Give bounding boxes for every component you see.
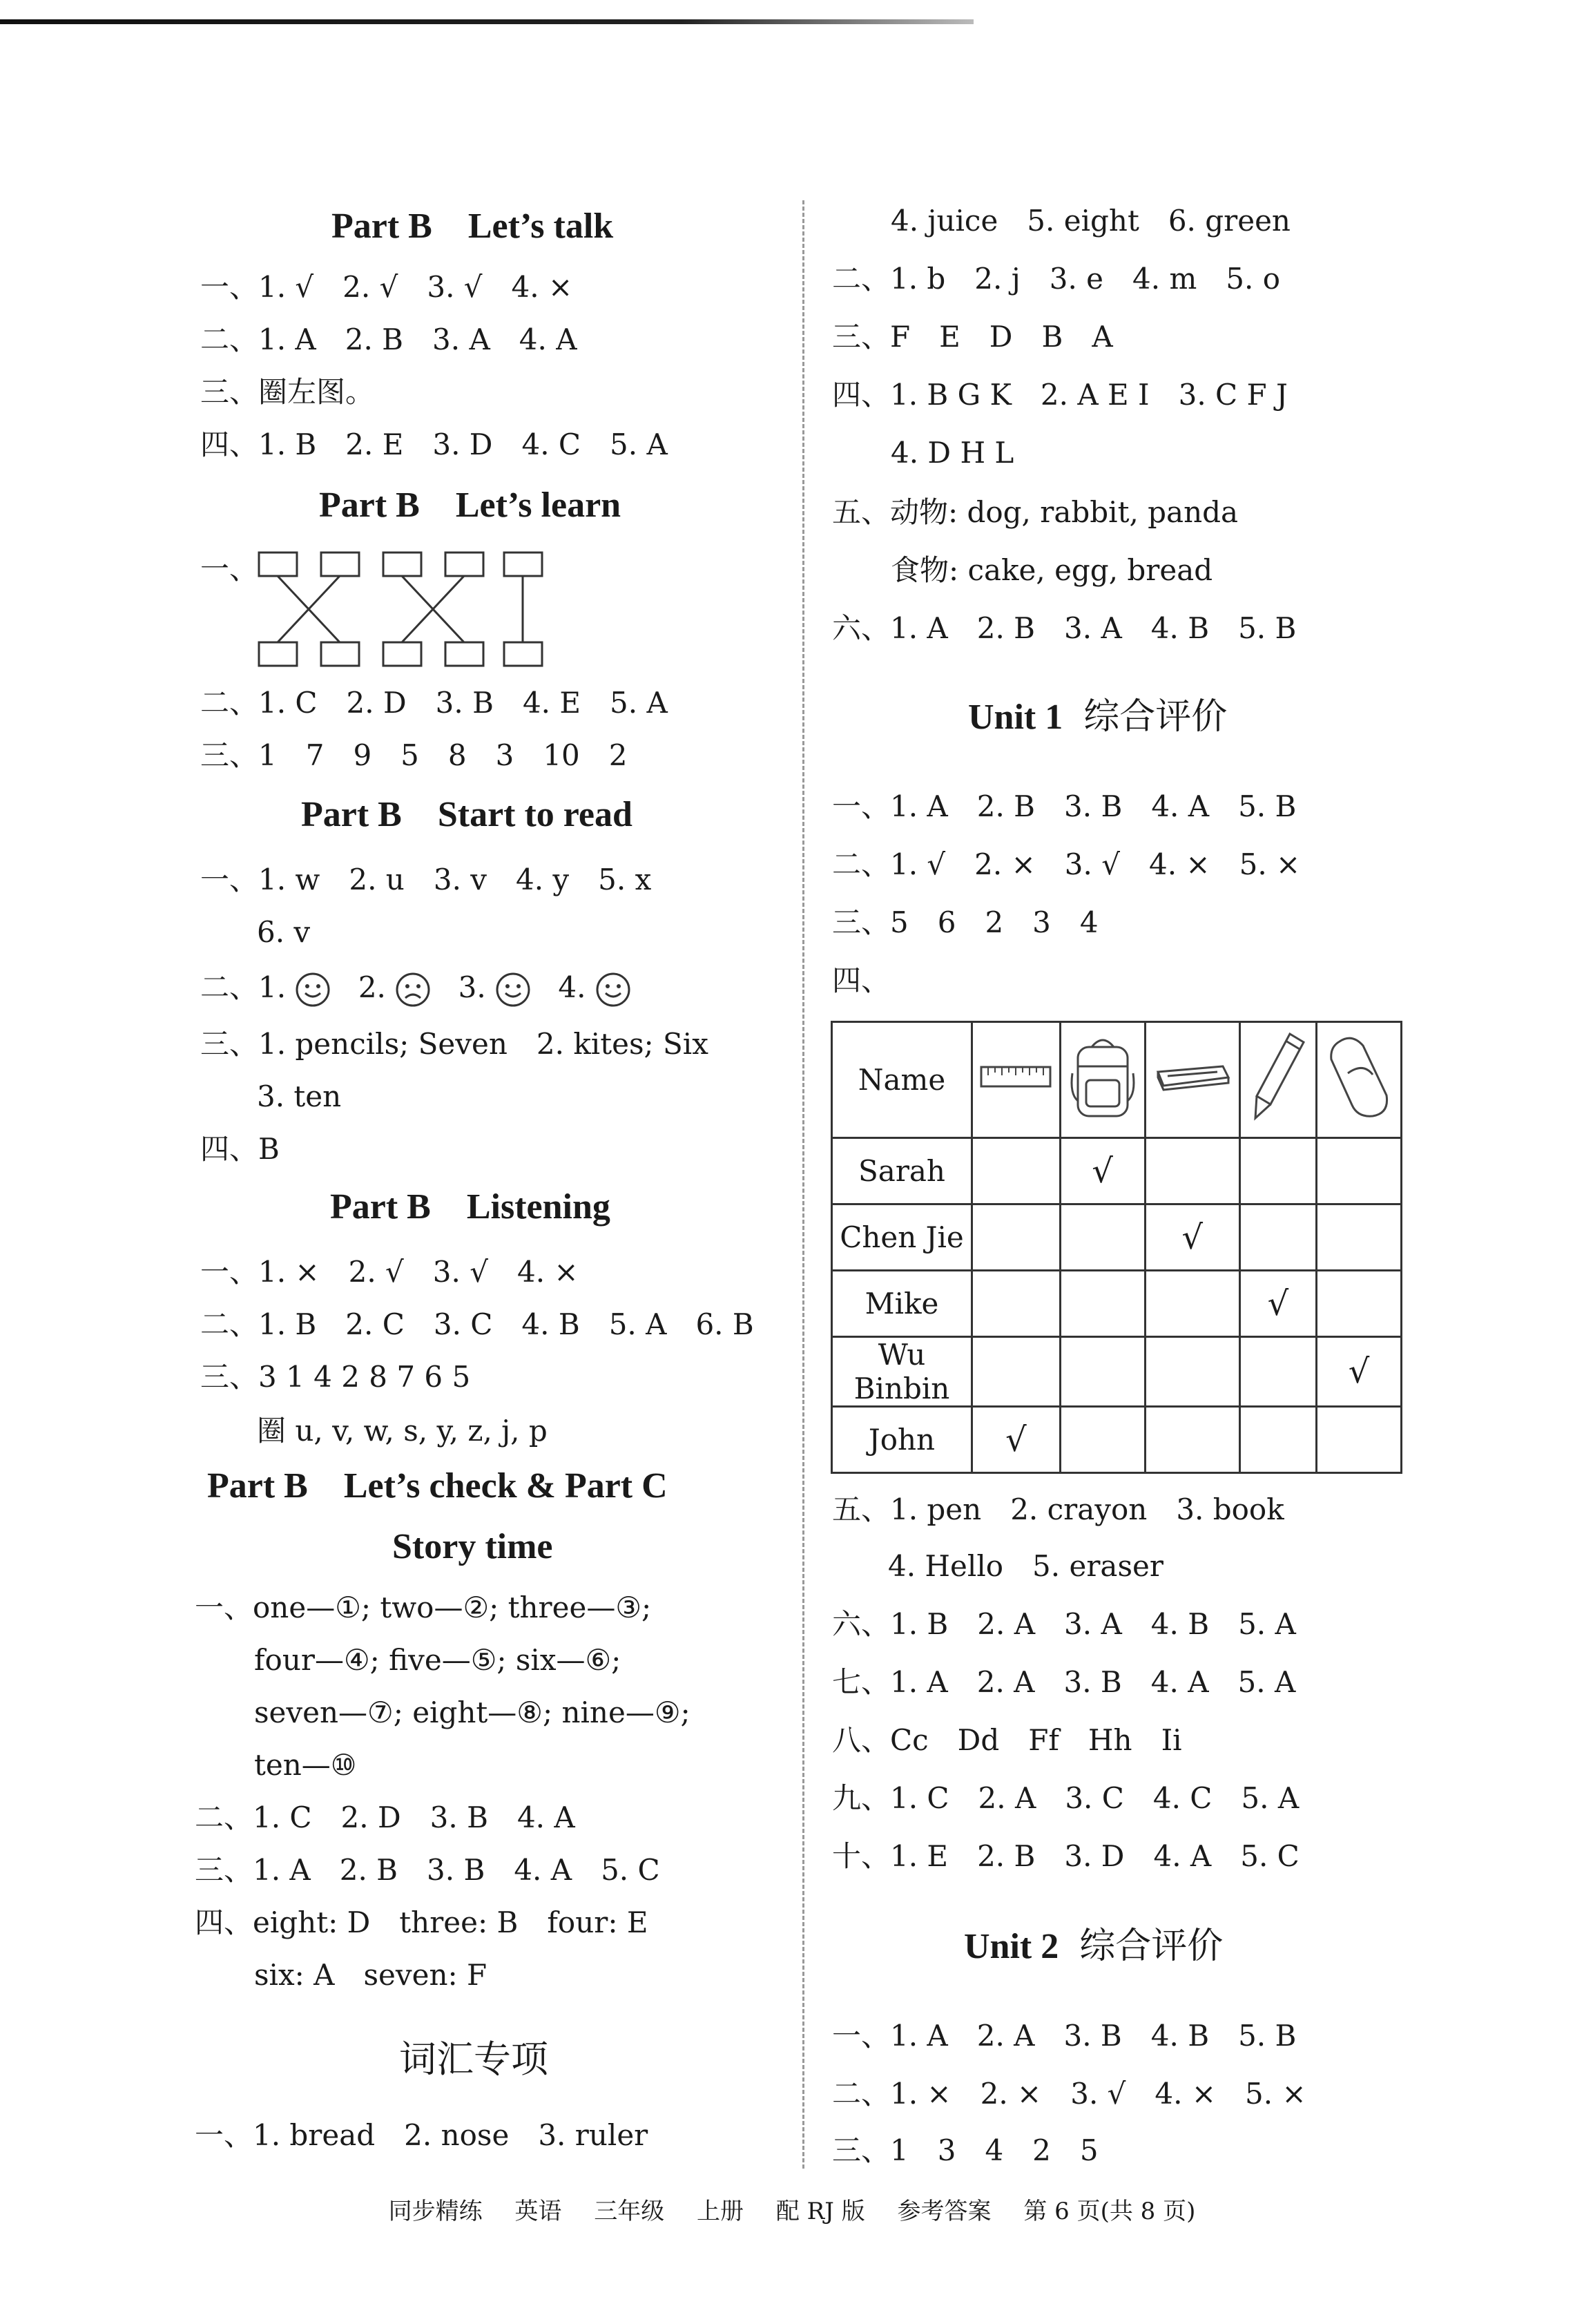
footer-edition: 配 RJ 版 bbox=[775, 2198, 865, 2225]
section-heading-lets-talk: Part B Let’s talk bbox=[331, 207, 614, 246]
answer-line: 一、 bbox=[200, 552, 259, 586]
smiley-face-icon bbox=[295, 972, 331, 1008]
table-cell-name: Wu Binbin bbox=[832, 1337, 972, 1407]
answer-line: 六、1. B 2. A 3. A 4. B 5. A bbox=[832, 1607, 1296, 1641]
footer-page-number: 第 6 页(共 8 页) bbox=[1023, 2198, 1196, 2225]
column-divider bbox=[802, 200, 804, 2169]
section-heading-listening: Part B Listening bbox=[330, 1187, 610, 1227]
answer-line-faces: 二、1. 2. 3. 4. bbox=[200, 971, 631, 1008]
section-heading-start-to-read: Part B Start to read bbox=[301, 795, 632, 834]
table-cell: √ bbox=[1316, 1337, 1401, 1407]
answer-line: 二、1. b 2. j 3. e 4. m 5. o bbox=[832, 262, 1280, 296]
answer-line: 4. D H L bbox=[891, 436, 1014, 470]
answer-line: 3. ten bbox=[257, 1079, 342, 1113]
answer-line: 三、5 6 2 3 4 bbox=[832, 905, 1099, 939]
school-bag-icon bbox=[1068, 1032, 1137, 1122]
table-cell bbox=[972, 1204, 1061, 1271]
table-cell bbox=[1239, 1407, 1316, 1473]
answer-line: 三、1. A 2. B 3. B 4. A 5. C bbox=[195, 1853, 660, 1887]
ruler-icon bbox=[980, 1063, 1052, 1091]
answer-line: 一、1. A 2. B 3. B 4. A 5. B bbox=[832, 789, 1297, 823]
answer-line: 4. Hello 5. eraser bbox=[888, 1549, 1163, 1583]
table-cell bbox=[1239, 1337, 1316, 1407]
table-cell bbox=[1316, 1204, 1401, 1271]
name-column-header: Name bbox=[832, 1022, 972, 1138]
eraser-column-header bbox=[1316, 1022, 1401, 1138]
answer-line: 四、 bbox=[832, 963, 891, 997]
table-cell bbox=[1239, 1204, 1316, 1271]
answer-line: 三、3 1 4 2 8 7 6 5 bbox=[200, 1360, 471, 1394]
table-row bbox=[832, 1271, 1402, 1337]
answer-line: 八、Cc Dd Ff Hh Ii bbox=[832, 1723, 1182, 1757]
footer-volume: 上册 bbox=[697, 2198, 744, 2225]
answer-line: 一、1. bread 2. nose 3. ruler bbox=[195, 2118, 648, 2152]
section-heading-story-time: Story time bbox=[392, 1527, 553, 1566]
answer-line: 五、1. pen 2. crayon 3. book bbox=[832, 1492, 1284, 1526]
section-heading-unit2: Unit 2 综合评价 bbox=[964, 1926, 1224, 1967]
section-heading-lets-learn: Part B Let’s learn bbox=[319, 486, 621, 525]
table-cell-name: John bbox=[832, 1407, 972, 1473]
answer-line: 十、1. E 2. B 3. D 4. A 5. C bbox=[832, 1839, 1300, 1873]
table-cell bbox=[1316, 1138, 1401, 1204]
answer-line: 一、one—①; two—②; three—③; bbox=[195, 1591, 652, 1624]
answer-line: 6. v bbox=[257, 915, 311, 949]
answer-line: 食物: cake, egg, bread bbox=[891, 553, 1213, 587]
answer-line: 四、1. B 2. E 3. D 4. C 5. A bbox=[200, 428, 668, 461]
answer-line: 四、1. B G K 2. A E I 3. C F J bbox=[832, 378, 1288, 412]
smiley-face-icon bbox=[495, 972, 531, 1008]
section-heading-vocab: 词汇专项 bbox=[399, 2037, 548, 2081]
table-cell-name: Mike bbox=[832, 1271, 972, 1337]
answer-line: 一、1. √ 2. √ 3. √ 4. × bbox=[200, 270, 573, 304]
pencil-icon bbox=[1247, 1028, 1309, 1125]
answer-line: seven—⑦; eight—⑧; nine—⑨; bbox=[254, 1696, 690, 1729]
pencil-box-column-header bbox=[1145, 1022, 1239, 1138]
answer-line: 二、1. C 2. D 3. B 4. E 5. A bbox=[200, 686, 668, 720]
answer-line: 圈 u, v, w, s, y, z, j, p bbox=[257, 1414, 548, 1448]
answer-line: 二、1. C 2. D 3. B 4. A bbox=[195, 1800, 575, 1834]
table-cell bbox=[1145, 1337, 1239, 1407]
bag-column-header bbox=[1060, 1022, 1145, 1138]
answer-line: 三、1. pencils; Seven 2. kites; Six bbox=[200, 1027, 708, 1061]
answer-line: 三、1 3 4 2 5 bbox=[832, 2133, 1099, 2167]
footer-book: 同步精练 bbox=[388, 2198, 483, 2225]
sad-face-icon bbox=[395, 972, 431, 1008]
table-cell bbox=[1145, 1271, 1239, 1337]
answer-line: four—④; five—⑤; six—⑥; bbox=[254, 1643, 621, 1677]
table-cell bbox=[1060, 1337, 1145, 1407]
answer-line: 二、1. B 2. C 3. C 4. B 5. A 6. B bbox=[200, 1307, 754, 1341]
answer-line: 三、圈左图。 bbox=[200, 375, 375, 409]
page-footer bbox=[0, 2198, 1584, 2225]
ruler-column-header bbox=[972, 1022, 1061, 1138]
table-cell bbox=[1145, 1407, 1239, 1473]
answer-line: 二、1. √ 2. × 3. √ 4. × 5. × bbox=[832, 847, 1301, 881]
answer-line: 五、动物: dog, rabbit, panda bbox=[832, 495, 1239, 529]
smiley-face-icon bbox=[595, 972, 631, 1008]
answer-line: 三、1 7 9 5 8 3 10 2 bbox=[200, 738, 628, 772]
table-cell bbox=[1316, 1271, 1401, 1337]
table-cell bbox=[972, 1271, 1061, 1337]
answer-line: 四、B bbox=[200, 1132, 280, 1166]
answer-line: 七、1. A 2. A 3. B 4. A 5. A bbox=[832, 1665, 1296, 1699]
table-row bbox=[832, 1337, 1402, 1407]
table-header-row bbox=[832, 1022, 1402, 1138]
answer-line: 九、1. C 2. A 3. C 4. C 5. A bbox=[832, 1781, 1300, 1815]
answer-line: 4. juice 5. eight 6. green bbox=[891, 204, 1291, 238]
table-cell: √ bbox=[1239, 1271, 1316, 1337]
top-rule bbox=[0, 19, 974, 24]
table-cell bbox=[1060, 1271, 1145, 1337]
answer-line: 二、1. × 2. × 3. √ 4. × 5. × bbox=[832, 2077, 1306, 2111]
answer-line: 四、eight: D three: B four: E bbox=[195, 1905, 648, 1939]
answer-line: six: A seven: F bbox=[254, 1958, 487, 1992]
table-row bbox=[832, 1138, 1402, 1204]
table-cell bbox=[1239, 1138, 1316, 1204]
answer-line: 一、1. A 2. A 3. B 4. B 5. B bbox=[832, 2019, 1297, 2053]
answer-line: 二、1. A 2. B 3. A 4. A bbox=[200, 323, 577, 356]
answer-line: ten—⑩ bbox=[254, 1748, 357, 1782]
table-cell-name: Sarah bbox=[832, 1138, 972, 1204]
answer-line: 六、1. A 2. B 3. A 4. B 5. B bbox=[832, 611, 1297, 645]
table-cell bbox=[1145, 1138, 1239, 1204]
table-cell bbox=[1060, 1407, 1145, 1473]
eraser-icon bbox=[1324, 1032, 1393, 1122]
pencil-column-header bbox=[1239, 1022, 1316, 1138]
checklist-table bbox=[831, 1021, 1402, 1474]
section-heading-lets-check: Part B Let’s check & Part C bbox=[207, 1466, 668, 1506]
footer-subject: 英语 bbox=[514, 2198, 562, 2225]
table-row bbox=[832, 1407, 1402, 1473]
table-row bbox=[832, 1204, 1402, 1271]
table-cell: √ bbox=[972, 1407, 1061, 1473]
table-cell bbox=[972, 1138, 1061, 1204]
table-cell bbox=[1316, 1407, 1401, 1473]
footer-grade: 三年级 bbox=[594, 2198, 665, 2225]
answer-line: 三、F E D B A bbox=[832, 320, 1113, 354]
table-cell bbox=[972, 1337, 1061, 1407]
matching-diagram bbox=[255, 549, 545, 670]
section-heading-unit1: Unit 1 综合评价 bbox=[968, 696, 1228, 738]
answer-line: 一、1. w 2. u 3. v 4. y 5. x bbox=[200, 863, 652, 896]
table-cell bbox=[1060, 1204, 1145, 1271]
table-cell: √ bbox=[1145, 1204, 1239, 1271]
answer-line: 一、1. × 2. √ 3. √ 4. × bbox=[200, 1255, 579, 1289]
table-cell: √ bbox=[1060, 1138, 1145, 1204]
pencil-box-icon bbox=[1154, 1059, 1231, 1094]
footer-label: 参考答案 bbox=[897, 2198, 992, 2225]
table-cell-name: Chen Jie bbox=[832, 1204, 972, 1271]
